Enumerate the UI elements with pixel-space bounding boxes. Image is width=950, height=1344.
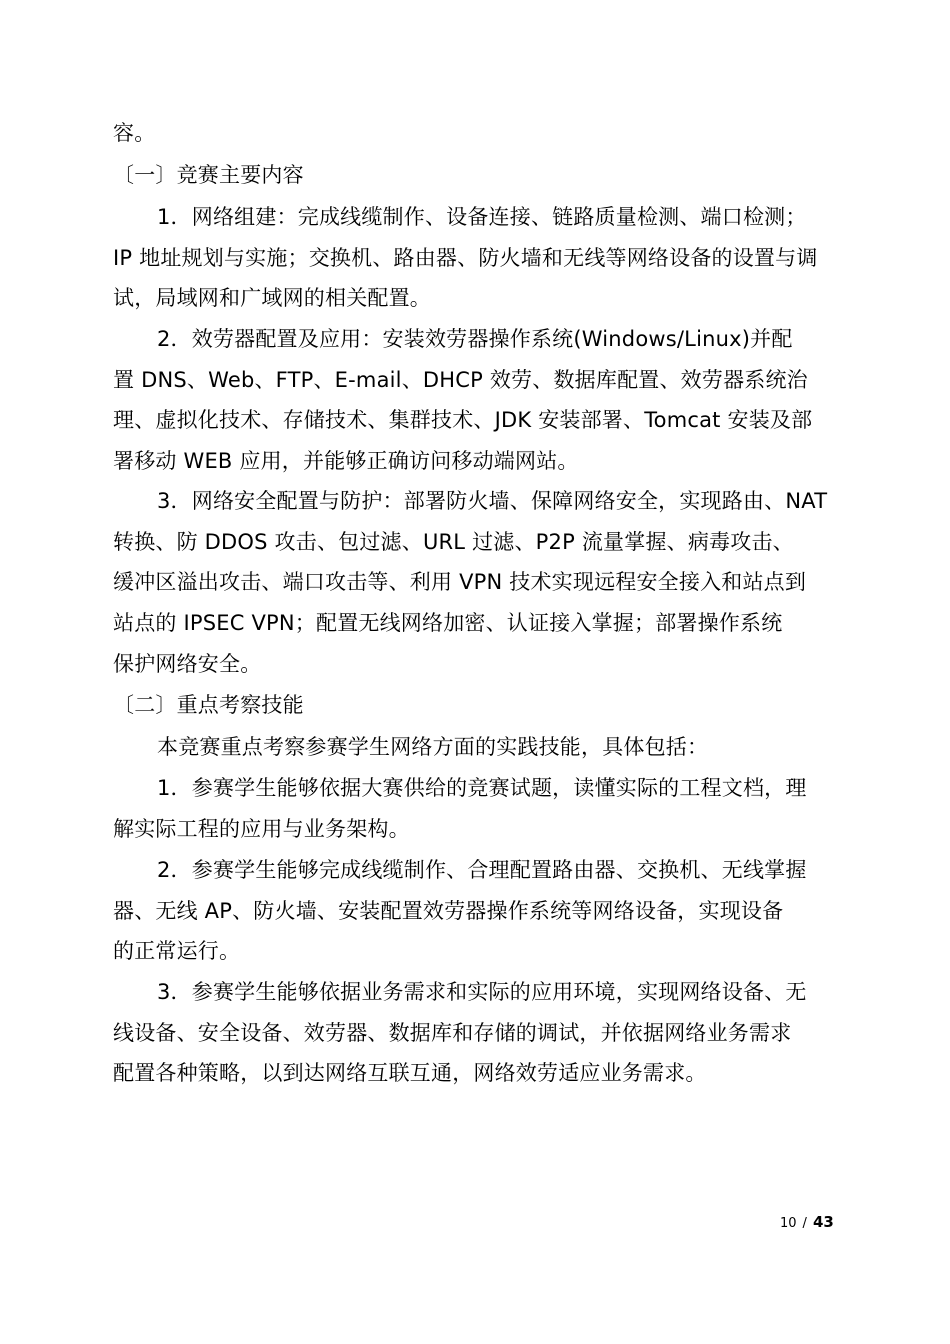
paragraph-line: 转换、防 DDOS 攻击、包过滤、URL 过滤、P2P 流量掌握、病毒攻击、 xyxy=(113,530,794,554)
paragraph-line: 器、无线 AP、防火墙、安装配置效劳器操作系统等网络设备，实现设备 xyxy=(113,899,784,923)
paragraph-line: 署移动 WEB 应用，并能够正确访问移动端网站。 xyxy=(113,449,579,473)
paragraph-line: 保护网络安全。 xyxy=(113,652,262,676)
paragraph-line: 容。 xyxy=(113,121,156,145)
page-number xyxy=(780,1213,834,1233)
paragraph-line: 本竞赛重点考察参赛学生网络方面的实践技能，具体包括： xyxy=(157,735,709,759)
paragraph-line: 配置各种策略，以到达网络互联互通，网络效劳适应业务需求。 xyxy=(113,1061,707,1085)
paragraph-line: 线设备、安全设备、效劳器、数据库和存储的调试，并依据网络业务需求 xyxy=(113,1021,792,1045)
paragraph-line: 1．参赛学生能够依据大赛供给的竞赛试题，读懂实际的工程文档，理 xyxy=(157,776,807,800)
paragraph-line: 理、虚拟化技术、存储技术、集群技术、JDK 安装部署、Tomcat 安装及部 xyxy=(113,408,813,432)
paragraph-line: 试，局域网和广域网的相关配置。 xyxy=(113,286,431,310)
paragraph-line: 3．网络安全配置与防护：部署防火墙、保障网络安全，实现路由、NAT xyxy=(157,489,828,513)
paragraph-line: 3．参赛学生能够依据业务需求和实际的应用环境，实现网络设备、无 xyxy=(157,980,807,1004)
paragraph-line: 站点的 IPSEC VPN；配置无线网络加密、认证接入掌握；部署操作系统 xyxy=(113,611,783,635)
paragraph-line: 解实际工程的应用与业务架构。 xyxy=(113,817,410,841)
section-heading: 〔一〕竞赛主要内容 xyxy=(113,163,304,187)
paragraph-line: 1．网络组建：完成线缆制作、设备连接、链路质量检测、端口检测； xyxy=(157,205,807,229)
paragraph-line: 置 DNS、Web、FTP、E-mail、DHCP 效劳、数据库配置、效劳器系统治 xyxy=(113,368,808,392)
paragraph-line: IP 地址规划与实施；交换机、路由器、防火墙和无线等网络设备的设置与调 xyxy=(113,246,818,270)
current-page-number: 10 xyxy=(780,1216,797,1231)
paragraph-line: 缓冲区溢出攻击、端口攻击等、利用 VPN 技术实现远程安全接入和站点到 xyxy=(113,570,807,594)
page-separator: / xyxy=(802,1216,807,1231)
paragraph-line: 2．参赛学生能够完成线缆制作、合理配置路由器、交换机、无线掌握 xyxy=(157,858,807,882)
section-heading: 〔二〕重点考察技能 xyxy=(113,693,304,717)
total-pages: 43 xyxy=(812,1213,834,1231)
paragraph-line: 2．效劳器配置及应用：安装效劳器操作系统(Windows/Linux)并配 xyxy=(157,327,793,351)
paragraph-line: 的正常运行。 xyxy=(113,939,241,963)
